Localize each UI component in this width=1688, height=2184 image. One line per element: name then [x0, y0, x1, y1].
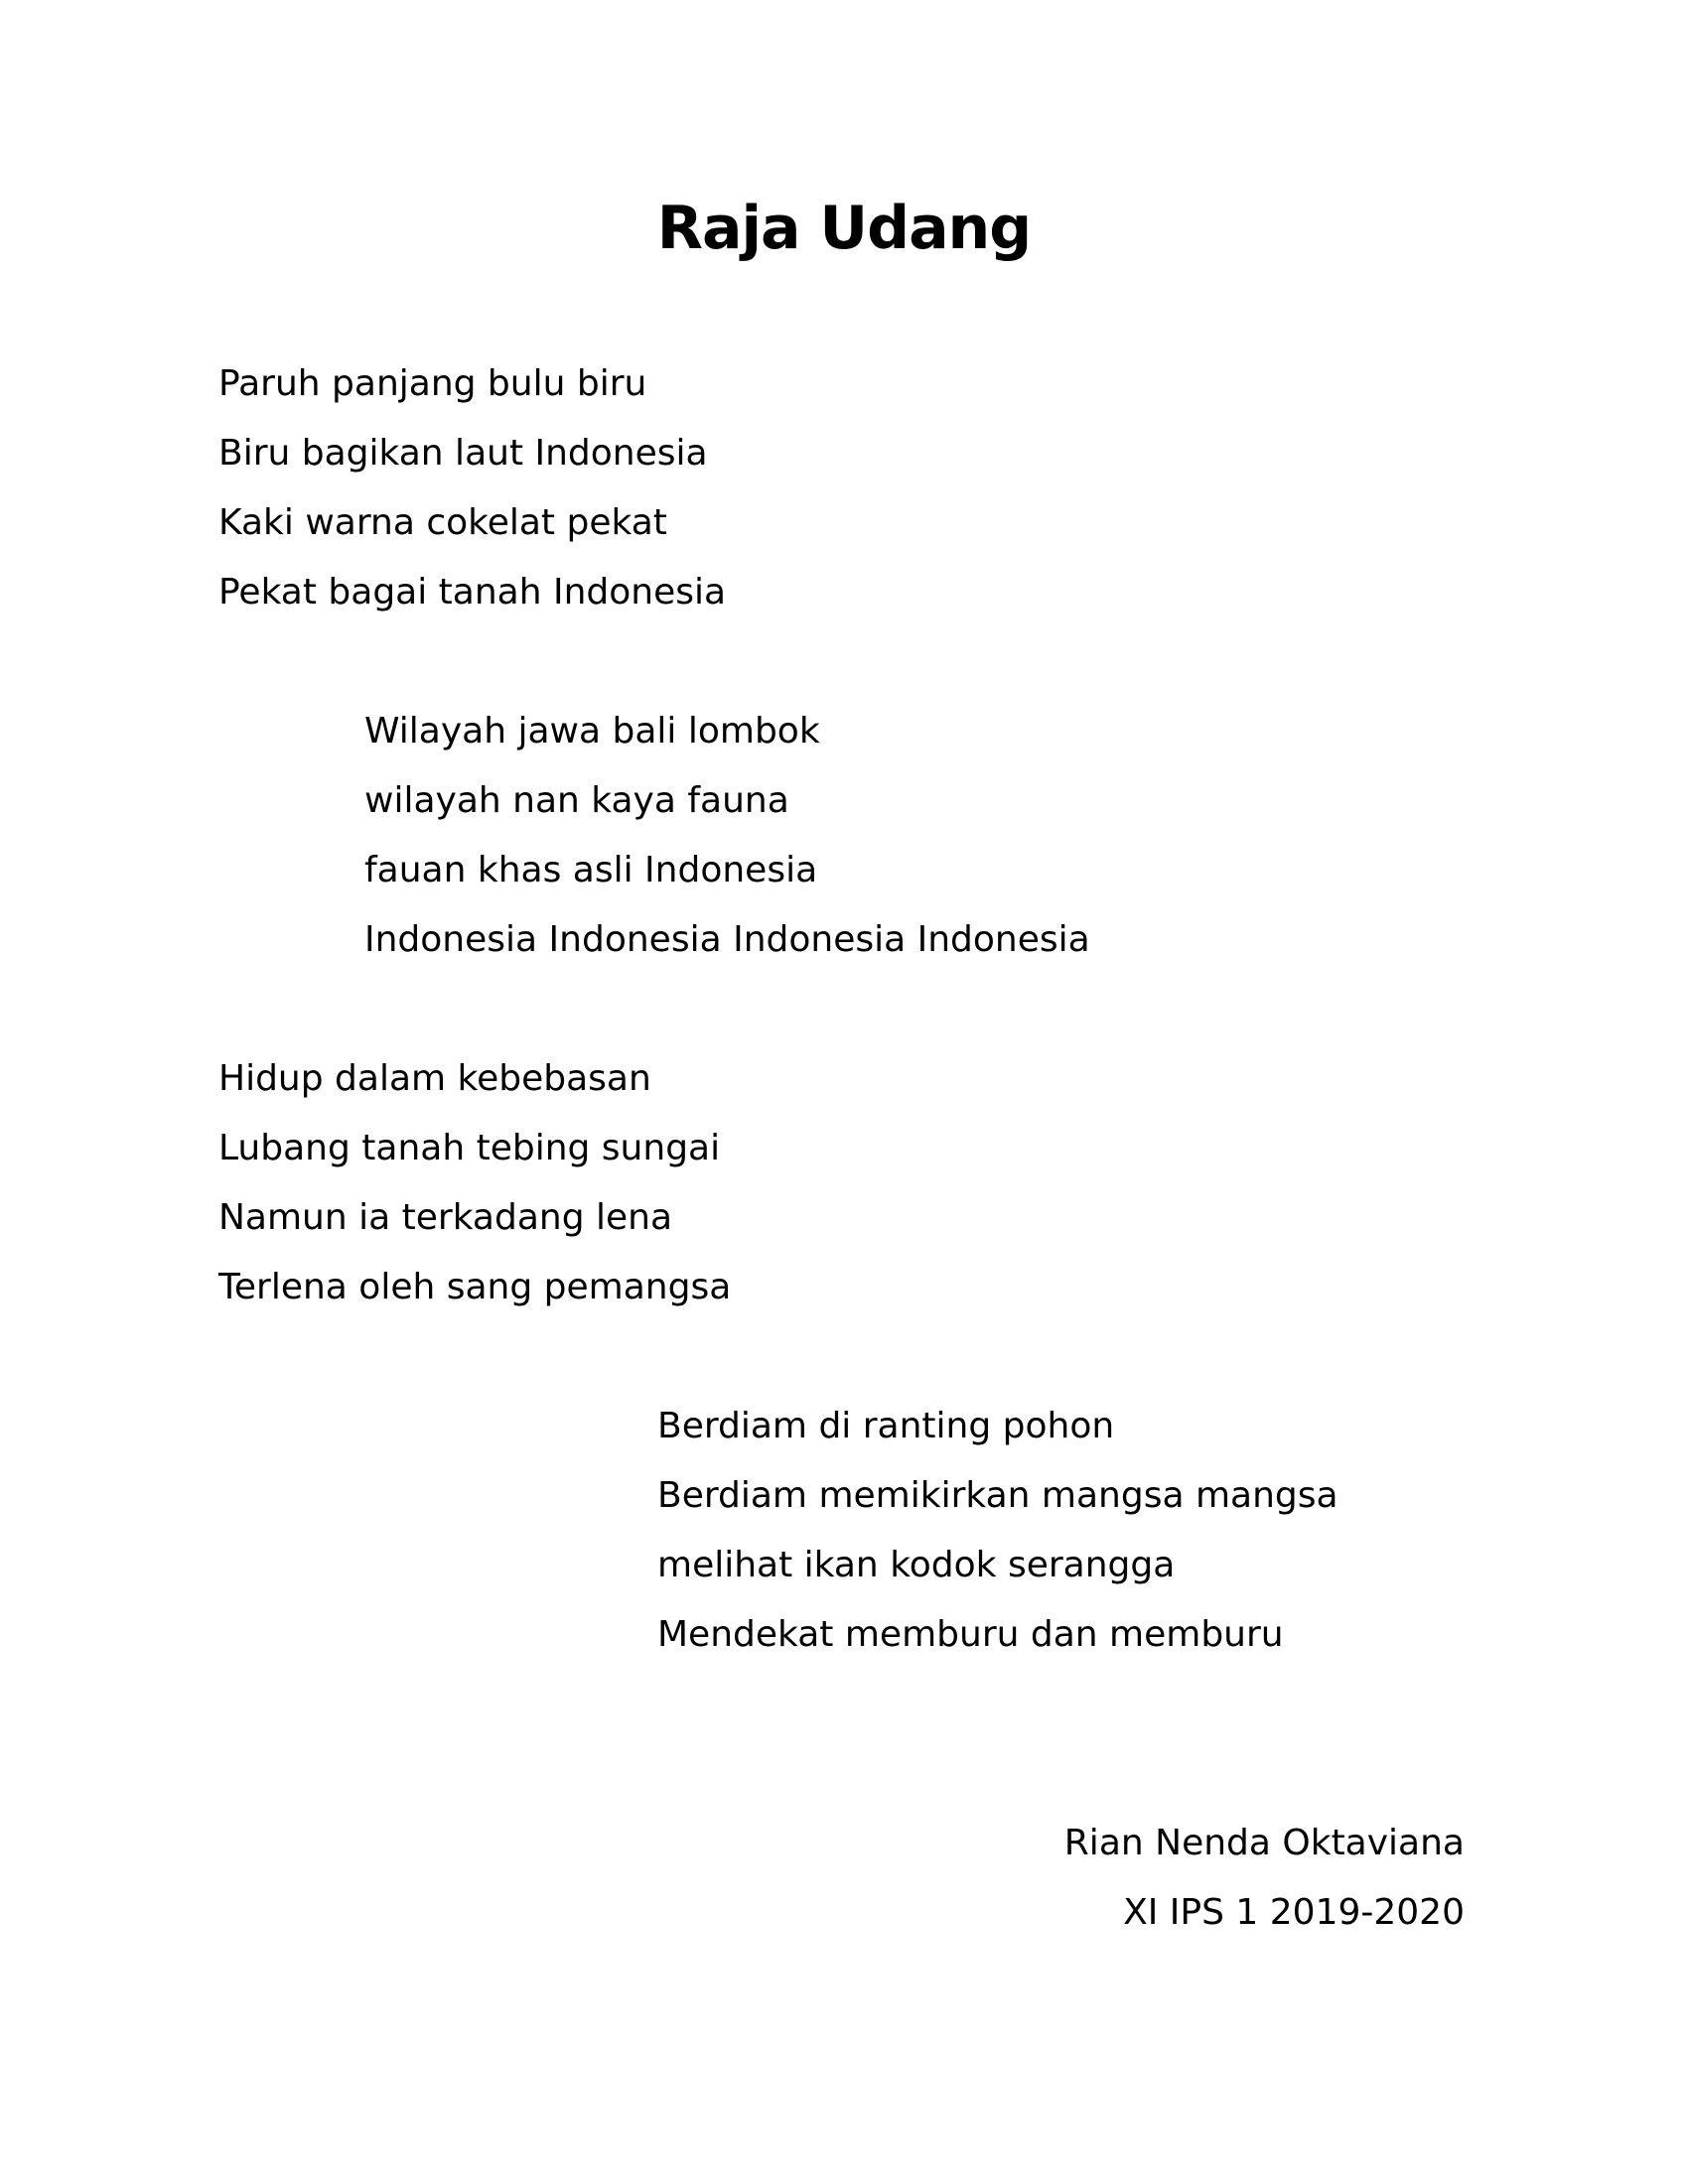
poem-title: Raja Udang [656, 194, 1032, 264]
poem-line: Biru bagikan laut Indonesia [218, 433, 708, 474]
stanza-3 [218, 1044, 731, 1322]
poem-line: Berdiam memikirkan mangsa mangsa [657, 1475, 1338, 1516]
author-class-year: XI IPS 1 2019-2020 [1123, 1892, 1465, 1933]
poem-line: Indonesia Indonesia Indonesia Indonesia [364, 919, 1090, 960]
poem-line: Lubang tanah tebing sungai [218, 1128, 721, 1168]
poem-line: Paruh panjang bulu biru [218, 363, 647, 404]
poem-line: Hidup dalam kebebasan [218, 1058, 651, 1099]
author-name: Rian Nenda Oktaviana [1063, 1823, 1465, 1863]
poem-line: Kaki warna cokelat pekat [218, 502, 667, 543]
poem-line: Namun ia terkadang lena [218, 1197, 673, 1238]
stanza-4 [657, 1392, 1338, 1670]
stanza-2 [364, 697, 1090, 975]
stanza-1 [218, 349, 726, 627]
poem-line: fauan khas asli Indonesia [364, 850, 818, 890]
poem-line: Terlena oleh sang pemangsa [218, 1267, 732, 1307]
author-signature [1064, 1809, 1465, 1948]
poem-line: Wilayah jawa bali lombok [364, 711, 820, 751]
poem-line: Mendekat memburu dan memburu [657, 1614, 1284, 1655]
poem-line: Berdiam di ranting pohon [657, 1406, 1115, 1446]
poem-line: melihat ikan kodok serangga [657, 1545, 1176, 1585]
poem-line: Pekat bagai tanah Indonesia [218, 572, 727, 613]
poem-line: wilayah nan kaya fauna [364, 780, 789, 821]
